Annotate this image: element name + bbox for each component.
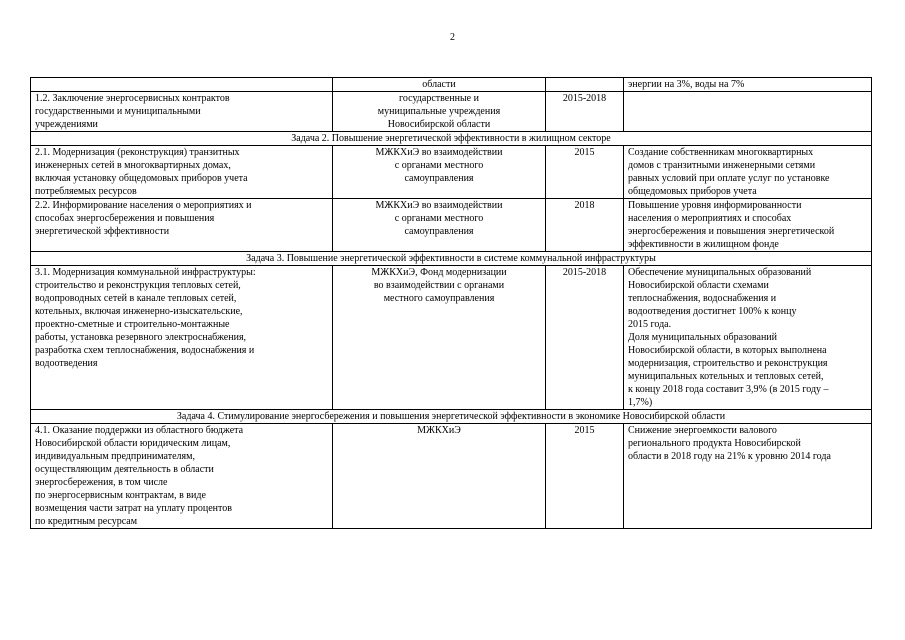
measure-cell [31, 199, 333, 252]
table-row [31, 78, 872, 92]
executor-cell-line: муниципальные учреждения [377, 106, 501, 117]
measure-cell-line: индивидуальным предпринимателям, [35, 451, 195, 462]
measure-cell [31, 266, 333, 410]
result-cell-line: 2015 года. [628, 319, 672, 330]
result-cell [624, 146, 872, 199]
executor-cell [333, 266, 546, 410]
table-row [31, 424, 872, 529]
task-header-row [31, 252, 872, 266]
term-cell: 2015-2018 [546, 92, 624, 132]
measure-cell [31, 146, 333, 199]
measure-cell-line: 1.2. Заключение энергосервисных контрактов [35, 93, 230, 104]
executor-cell-line: МЖКХиЭ во взаимодействии [375, 200, 503, 211]
measures-table-body [31, 78, 872, 529]
table-row [31, 199, 872, 252]
measure-cell-line: 4.1. Оказание поддержки из областного бюджета [35, 425, 244, 436]
page-number: 2 [450, 32, 455, 43]
executor-cell-line: самоуправления [404, 173, 474, 184]
measure-cell [31, 92, 333, 132]
result-cell-line: эффективности в жилищном фонде [628, 239, 779, 250]
measure-cell-line: энергетической эффективности [35, 226, 170, 237]
result-cell [624, 92, 872, 132]
result-cell-line: теплоснабжения, водоснабжения и [628, 293, 777, 304]
task-title: Задача 4. Стимулирование энергосбережения и повышения энергетической эффективности в экономике Новосибирской области [31, 410, 872, 424]
result-cell-line: Обеспечение муниципальных образований [628, 267, 812, 278]
measure-cell-line: работы, установка резервного электроснабжения, [35, 332, 247, 343]
executor-cell [333, 146, 546, 199]
measures-table [30, 77, 872, 529]
measure-cell [31, 424, 333, 529]
result-cell-line: населения о мероприятиях и способах [628, 213, 792, 224]
executor-cell-line: МЖКХиЭ, Фонд модернизации [371, 267, 507, 278]
result-cell-line: Доля муниципальных образований [628, 332, 778, 343]
result-cell-line: к концу 2018 года составит 3,9% (в 2015 году – [628, 384, 829, 395]
executor-cell-line: во взаимодействии с органами [373, 280, 505, 291]
result-cell-line: Новосибирской области схемами [628, 280, 769, 291]
result-cell [624, 199, 872, 252]
executor-cell [333, 92, 546, 132]
executor-cell-line: с органами местного [394, 213, 484, 224]
executor-cell-line: Новосибирской области [387, 119, 491, 130]
result-cell-line: энергии на 3%, воды на 7% [628, 79, 745, 90]
result-cell [624, 78, 872, 92]
result-cell-line: муниципальных котельных и тепловых сетей, [628, 371, 824, 382]
table-row [31, 146, 872, 199]
executor-cell-line: области [422, 79, 456, 90]
result-cell-line: 1,7%) [628, 397, 653, 408]
result-cell [624, 424, 872, 529]
measure-cell-line: по кредитным ресурсам [35, 516, 138, 527]
result-cell-line: равных условий при оплате услуг по установке [628, 173, 830, 184]
term-cell: 2015-2018 [546, 266, 624, 410]
result-cell-line: водоотведения достигнет 100% к концу [628, 306, 797, 317]
term-cell: 2018 [546, 199, 624, 252]
measure-cell-line: инженерных сетей в многоквартирных домах, [35, 160, 231, 171]
result-cell [624, 266, 872, 410]
table-row [31, 92, 872, 132]
measure-cell-line: проектно-сметные и строительно-монтажные [35, 319, 230, 330]
executor-cell-line: МЖКХиЭ во взаимодействии [375, 147, 503, 158]
task-title: Задача 2. Повышение энергетической эффективности в жилищном секторе [31, 132, 872, 146]
measure-cell [31, 78, 333, 92]
table-row [31, 266, 872, 410]
executor-cell-line: государственные и [399, 93, 479, 104]
measure-cell-line: потребляемых ресурсов [35, 186, 137, 197]
result-cell-line: общедомовых приборов учета [628, 186, 757, 197]
result-cell-line: области в 2018 году на 21% к уровню 2014 года [628, 451, 831, 462]
result-cell-line: энергосбережения и повышения энергетической [628, 226, 835, 237]
result-cell-line: регионального продукта Новосибирской [628, 438, 801, 449]
executor-cell-line: с органами местного [394, 160, 484, 171]
measure-cell-line: возмещения части затрат на уплату процентов [35, 503, 232, 514]
measure-cell-line: учреждениями [35, 119, 98, 130]
measure-cell-line: водопроводных сетей в канале тепловых сетей, [35, 293, 237, 304]
executor-cell [333, 78, 546, 92]
measure-cell-line: котельных, включая инженерно-изыскательские, [35, 306, 243, 317]
term-cell: 2015 [546, 146, 624, 199]
measure-cell-line: водоотведения [35, 358, 98, 369]
measure-cell-line: разработка схем теплоснабжения, водоснабжения и [35, 345, 255, 356]
executor-cell-line: МЖКХиЭ [417, 425, 461, 436]
term-cell [546, 78, 624, 92]
executor-cell-line: местного самоуправления [383, 293, 495, 304]
executor-cell-line: самоуправления [404, 226, 474, 237]
task-header-row [31, 410, 872, 424]
measure-cell-line: осуществляющим деятельность в области [35, 464, 214, 475]
measure-cell-line: 3.1. Модернизация коммунальной инфраструктуры: [35, 267, 256, 278]
task-header-row [31, 132, 872, 146]
measure-cell-line: включая установку общедомовых приборов учета [35, 173, 248, 184]
measure-cell-line: строительство и реконструкция тепловых сетей, [35, 280, 241, 291]
measure-cell-line: энергосбережения, в том числе [35, 477, 168, 488]
result-cell-line: домов с транзитными инженерными сетями [628, 160, 816, 171]
measure-cell-line: 2.2. Информирование населения о мероприятиях и [35, 200, 252, 211]
term-cell: 2015 [546, 424, 624, 529]
result-cell-line: Повышение уровня информированности [628, 200, 802, 211]
task-title: Задача 3. Повышение энергетической эффективности в системе коммунальной инфраструктуры [31, 252, 872, 266]
measure-cell-line: по энергосервисным контрактам, в виде [35, 490, 206, 501]
result-cell-line: Новосибирской области, в которых выполнена [628, 345, 827, 356]
result-cell-line: модернизация, строительство и реконструкция [628, 358, 828, 369]
executor-cell [333, 424, 546, 529]
result-cell-line: Создание собственникам многоквартирных [628, 147, 814, 158]
measure-cell-line: 2.1. Модернизация (реконструкция) транзитных [35, 147, 240, 158]
measure-cell-line: Новосибирской области юридическим лицам, [35, 438, 231, 449]
measure-cell-line: способах энергосбережения и повышения [35, 213, 215, 224]
measure-cell-line: государственными и муниципальными [35, 106, 201, 117]
executor-cell [333, 199, 546, 252]
result-cell-line: Снижение энергоемкости валового [628, 425, 777, 436]
